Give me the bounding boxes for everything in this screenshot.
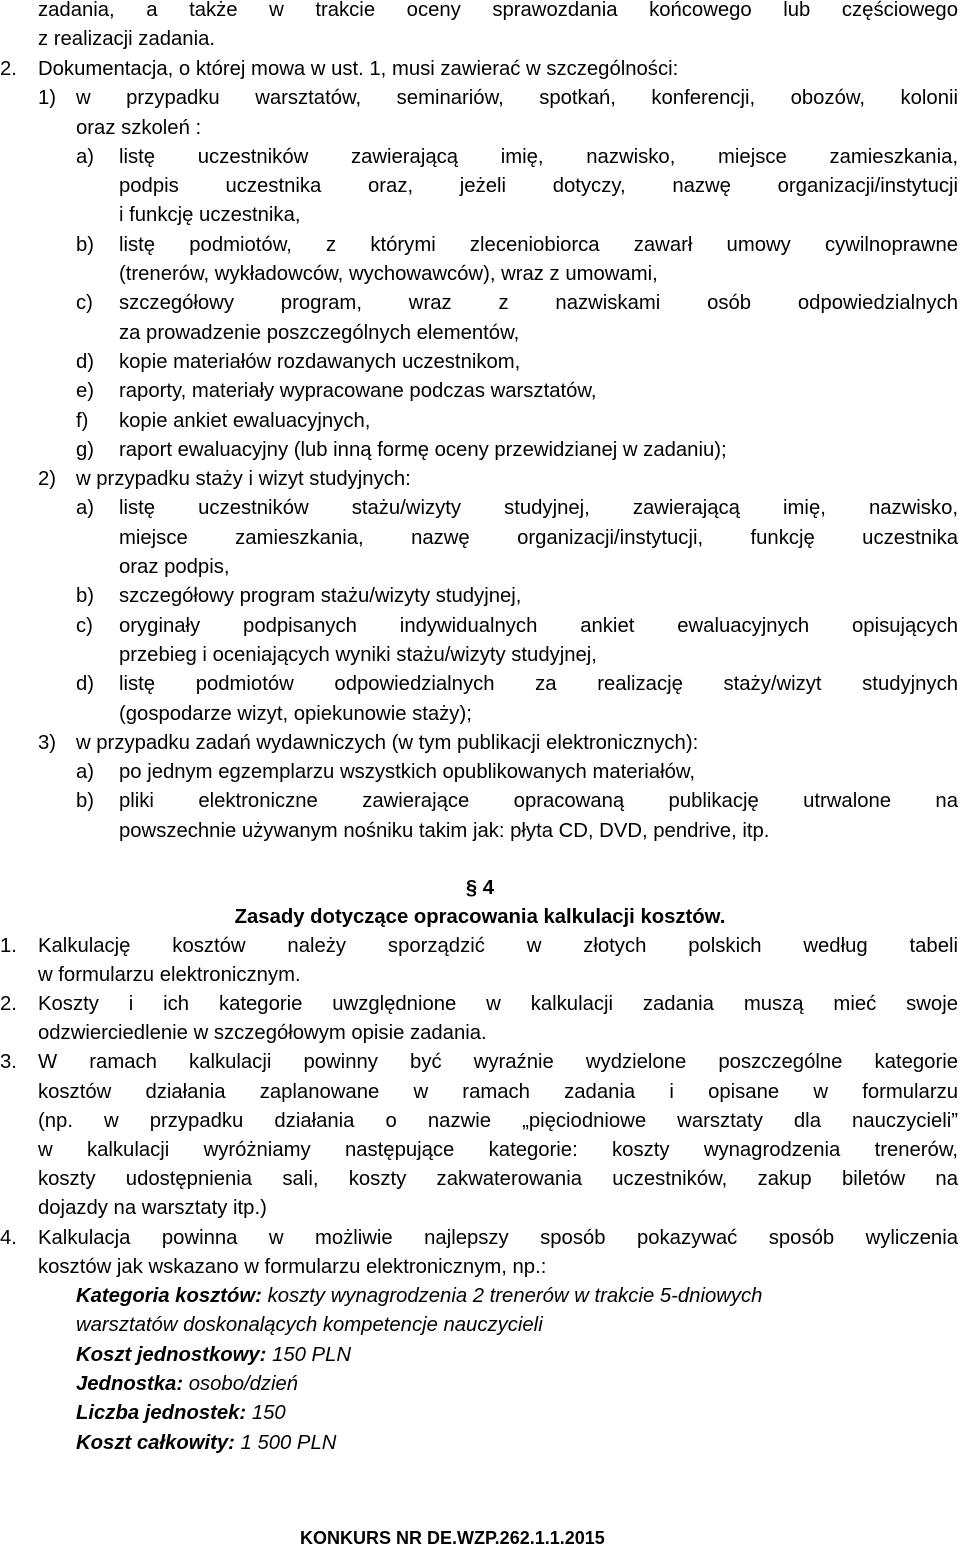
example-total-value: 1 500 PLN <box>234 1432 337 1454</box>
list-letter: d) <box>76 673 95 695</box>
paragraph-line: w przypadku warsztatów, seminariów, spotkań, konferencji, obozów, kolonii <box>76 87 958 109</box>
paragraph-line: W ramach kalkulacji powinny być wyraźnie wydzielone poszczególne kategorie <box>38 1051 958 1073</box>
list-letter: f) <box>76 410 89 432</box>
list-number: 2) <box>38 468 57 490</box>
paragraph-line: listę podmiotów, z którymi zleceniobiorca zawarł umowy cywilnoprawne <box>119 234 958 256</box>
paragraph-line: powszechnie używanym nośniku takim jak: płyta CD, DVD, pendrive, itp. <box>119 820 770 842</box>
paragraph-line: szczegółowy program, wraz z nazwiskami osób odpowiedzialnych <box>119 292 958 314</box>
paragraph-line: dojazdy na warsztaty itp.) <box>38 1197 267 1219</box>
paragraph-line: oraz podpis, <box>119 556 230 578</box>
paragraph-line: kopie materiałów rozdawanych uczestnikom, <box>119 351 521 373</box>
example-unit <box>76 1370 298 1399</box>
paragraph-line: odzwierciedlenie w szczegółowym opisie zadania. <box>38 1022 487 1044</box>
paragraph-line: oraz szkoleń : <box>76 117 202 139</box>
example-unit-cost <box>76 1341 351 1370</box>
paragraph-line: po jednym egzemplarzu wszystkich opublikowanych materiałów, <box>119 761 696 783</box>
paragraph-line: Kalkulacja powinna w możliwie najlepszy sposób pokazywać sposób wyliczenia <box>38 1227 958 1249</box>
paragraph-line: Koszty i ich kategorie uwzględnione w kalkulacji zadania muszą mieć swoje <box>38 993 958 1015</box>
list-number: 1. <box>0 935 17 957</box>
list-number: 2. <box>0 58 17 80</box>
paragraph-line: z realizacji zadania. <box>38 28 215 50</box>
example-unit-cost-value: 150 PLN <box>266 1344 351 1366</box>
paragraph-line: w kalkulacji wyróżniamy następujące kategorie: koszty wynagrodzenia trenerów, <box>38 1139 958 1161</box>
list-letter: a) <box>76 146 95 168</box>
paragraph-line: raporty, materiały wypracowane podczas warsztatów, <box>119 380 597 402</box>
list-number: 3. <box>0 1051 17 1073</box>
paragraph-line: szczegółowy program stażu/wizyty studyjnej, <box>119 585 522 607</box>
example-unit-cost-label: Koszt jednostkowy: <box>76 1344 267 1366</box>
paragraph-line: w przypadku zadań wydawniczych (w tym publikacji elektronicznych): <box>76 732 699 754</box>
example-total-label: Koszt całkowity: <box>76 1432 235 1454</box>
list-letter: b) <box>76 790 95 812</box>
example-units-count-value: 150 <box>246 1402 286 1424</box>
paragraph-line: (trenerów, wykładowców, wychowawców), wraz z umowami, <box>119 263 658 285</box>
paragraph-line: w przypadku staży i wizyt studyjnych: <box>76 468 411 490</box>
paragraph-line: kosztów działania zaplanowane w ramach zadania i opisane w formularzu <box>38 1081 958 1103</box>
list-number: 1) <box>38 87 57 109</box>
example-unit-label: Jednostka: <box>76 1373 184 1395</box>
paragraph-line: listę uczestników zawierającą imię, nazwisko, miejsce zamieszkania, <box>119 146 958 168</box>
list-letter: a) <box>76 497 95 519</box>
example-category <box>76 1282 762 1311</box>
paragraph-line: raport ewaluacyjny (lub inną formę oceny przewidzianej w zadaniu); <box>119 439 727 461</box>
list-letter: b) <box>76 234 95 256</box>
list-number: 2. <box>0 993 17 1015</box>
list-letter: c) <box>76 615 93 637</box>
paragraph-line: podpis uczestnika oraz, jeżeli dotyczy, nazwę organizacji/instytucji <box>119 175 958 197</box>
list-letter: c) <box>76 292 93 314</box>
example-units-count <box>76 1399 286 1428</box>
list-letter: e) <box>76 380 95 402</box>
example-units-count-label: Liczba jednostek: <box>76 1402 247 1424</box>
list-letter: b) <box>76 585 95 607</box>
example-category-continued: warsztatów doskonalących kompetencje nauczycieli <box>76 1314 543 1336</box>
example-total <box>76 1429 336 1458</box>
paragraph-line: miejsce zamieszkania, nazwę organizacji/instytucji, funkcję uczestnika <box>119 527 958 549</box>
paragraph-line: oryginały podpisanych indywidualnych ankiet ewaluacyjnych opisujących <box>119 615 958 637</box>
paragraph-line: w formularzu elektronicznym. <box>38 964 301 986</box>
list-letter: a) <box>76 761 95 783</box>
example-category-label: Kategoria kosztów: <box>76 1285 262 1307</box>
paragraph-line: kosztów jak wskazano w formularzu elektronicznym, np.: <box>38 1256 547 1278</box>
section-title: Zasady dotyczące opracowania kalkulacji kosztów. <box>234 906 726 928</box>
paragraph-line: kopie ankiet ewaluacyjnych, <box>119 410 371 432</box>
list-number: 3) <box>38 732 57 754</box>
page-footer: KONKURS NR DE.WZP.262.1.1.2015 <box>300 1528 605 1548</box>
example-unit-value: osobo/dzień <box>183 1373 299 1395</box>
paragraph-line: listę uczestników stażu/wizyty studyjnej, zawierającą imię, nazwisko, <box>119 497 958 519</box>
paragraph-line: listę podmiotów odpowiedzialnych za realizację staży/wizyt studyjnych <box>119 673 958 695</box>
paragraph-line: zadania, a także w trakcie oceny sprawozdania końcowego lub częściowego <box>38 0 958 21</box>
paragraph-line: (gospodarze wizyt, opiekunowie staży); <box>119 703 472 725</box>
paragraph-line: Dokumentacja, o której mowa w ust. 1, musi zawierać w szczególności: <box>38 58 679 80</box>
section-number: § 4 <box>465 877 495 899</box>
paragraph-line: i funkcję uczestnika, <box>119 204 301 226</box>
paragraph-line: pliki elektroniczne zawierające opracowaną publikację utrwalone na <box>119 790 958 812</box>
paragraph-line: przebieg i oceniających wyniki stażu/wizyty studyjnej, <box>119 644 597 666</box>
paragraph-line: za prowadzenie poszczególnych elementów, <box>119 322 520 344</box>
list-letter: g) <box>76 439 95 461</box>
list-number: 4. <box>0 1227 17 1249</box>
paragraph-line: Kalkulację kosztów należy sporządzić w złotych polskich według tabeli <box>38 935 958 957</box>
example-category-value: koszty wynagrodzenia 2 trenerów w trakcie 5-dniowych <box>261 1285 763 1307</box>
paragraph-line: koszty udostępnienia sali, koszty zakwaterowania uczestników, zakup biletów na <box>38 1168 958 1190</box>
list-letter: d) <box>76 351 95 373</box>
paragraph-line: (np. w przypadku działania o nazwie „pięciodniowe warsztaty dla nauczycieli” <box>38 1110 958 1132</box>
